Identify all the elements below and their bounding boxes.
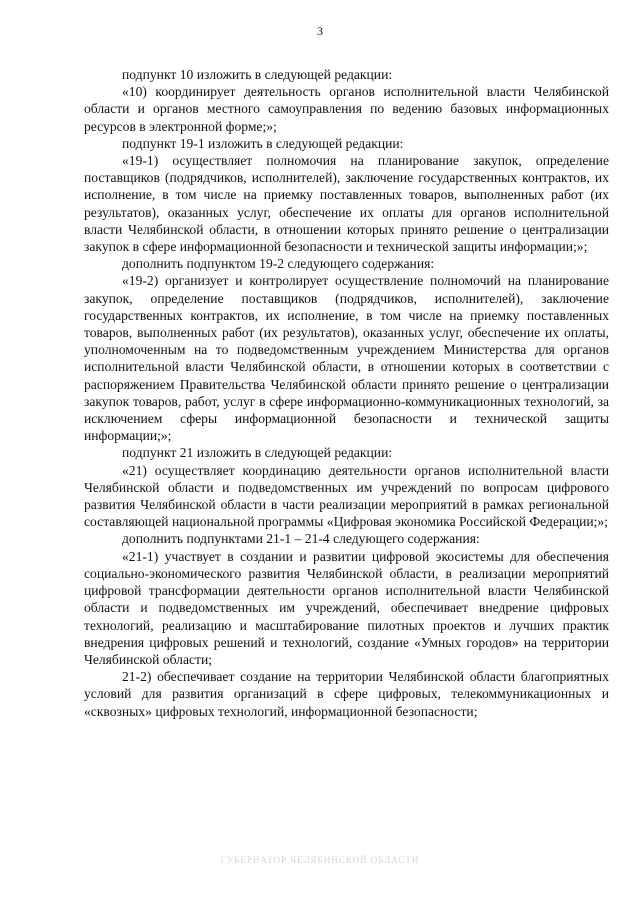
paragraph-subitem-21-2: 21-2) обеспечивает создание на территории Челябинской области благоприятных условий для развития организаций в сфере цифровых, телекоммуникационных и «сквозных» цифровых технологий, информационной безопасности; [84, 669, 609, 719]
paragraph-instruction-21-1-21-4: дополнить подпунктами 21-1 – 21-4 следующего содержания: [122, 531, 480, 547]
paragraph-instruction-10: подпункт 10 изложить в следующей редакции: [122, 67, 393, 82]
paragraph-subitem-19-2: «19-2) организует и контролирует осуществление полномочий на планирование закупок, определение поставщиков (подрядчиков, исполнителей), заключение государственных контрактов, их исполнение, в том числе на приемку поставленных товаров, выполненных работ (их результатов), оказанных услуг, обеспечение их оплаты, уполномоченным на то подведомственным учреждением Министерства для органов исполнительной власти Челябинской области, в отношении которых в соответствии с распоряжением Правительства Челябинской области принято решение о централизации закупок товаров, работ, услуг в сфере информационно-коммуникационных технологий, за исключением сферы информационной безопасности и технической защиты информации;»; [84, 273, 609, 444]
document-body [84, 66, 609, 720]
page-number: 3 [317, 24, 323, 38]
footer-watermark: ГУБЕРНАТОР ЧЕЛЯБИНСКОЙ ОБЛАСТИ [220, 855, 420, 865]
paragraph-subitem-19-1: «19-1) осуществляет полномочия на планирование закупок, определение поставщиков (подрядчиков, исполнителей), заключение государственных контрактов, их исполнение, в том числе на приемку поставленных товаров, выполненных работ (их результатов), оказанных услуг, обеспечение их оплаты для органов исполнительной власти Челябинской области, в отношении которых принято решение о централизации закупок в сфере информационной безопасности и технической защиты информации;»; [84, 153, 609, 255]
paragraph-subitem-21-1: «21-1) участвует в создании и развитии цифровой экосистемы для обеспечения социально-экономического развития Челябинской области, в реализации мероприятий цифровой трансформации деятельности органов исполнительной власти Челябинской области и подведомственных им учреждений, обеспечивает внедрение цифровых технологий, реализацию и масштабирование пилотных проектов и лучших практик внедрения цифровых решений и технологий, создание «Умных городов» на территории Челябинской области; [84, 548, 609, 667]
paragraph-subitem-10: «10) координирует деятельность органов исполнительной власти Челябинской области и органов местного самоуправления по ведению базовых информационных ресурсов в электронной форме;»; [84, 84, 609, 134]
paragraph-instruction-19-1: подпункт 19-1 изложить в следующей редакции: [122, 135, 404, 151]
paragraph-instruction-21: подпункт 21 изложить в следующей редакции: [122, 445, 393, 461]
paragraph-subitem-21: «21) осуществляет координацию деятельности органов исполнительной власти Челябинской области и подведомственных им учреждений по вопросам цифрового развития Челябинской области в части реализации мероприятий в рамках региональной составляющей национальной программы «Цифровая экономика Российской Федерации;»; [84, 462, 609, 530]
paragraph-instruction-19-2: дополнить подпунктом 19-2 следующего содержания: [122, 256, 435, 272]
